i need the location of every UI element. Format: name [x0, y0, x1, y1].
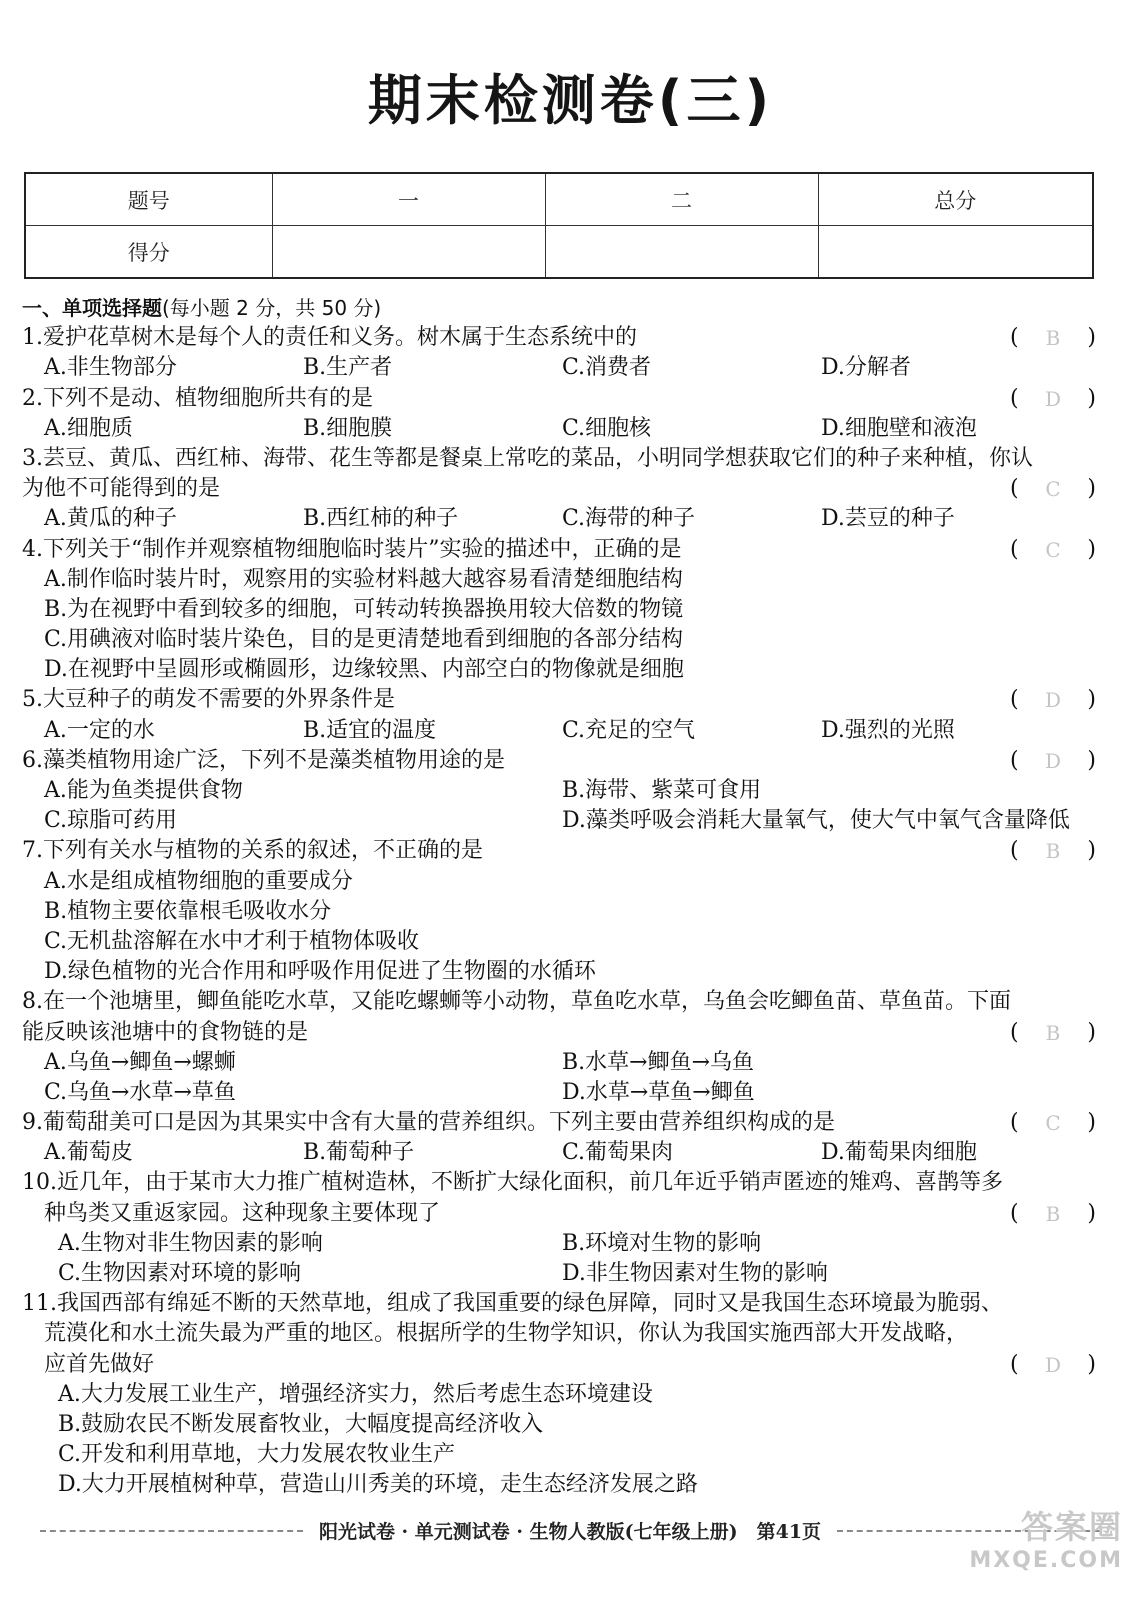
option: B.为在视野中看到较多的细胞，可转动转换器换用较大倍数的物镜 [44, 596, 684, 622]
footer-text: 阳光试卷 · 单元测试卷 · 生物人教版(七年级上册) 第41页 [318, 1521, 822, 1543]
page-footer [40, 1517, 1100, 1544]
answer-letter: D [1044, 688, 1062, 713]
score-cell [545, 226, 818, 279]
question-text: 种鸟类又重返家园。这种现象主要体现了 [44, 1200, 441, 1226]
answer-bracket [1010, 474, 1096, 504]
option: D.芸豆的种子 [821, 506, 955, 532]
option: D.分解者 [821, 355, 911, 381]
option: B.西红柿的种子 [303, 506, 459, 532]
option-row [22, 1048, 1100, 1078]
paren-close: ) [1087, 1351, 1096, 1377]
option-row [22, 716, 1100, 746]
answer-letter: D [1044, 1352, 1062, 1377]
answer-bracket [1010, 1108, 1096, 1138]
paren-open: ( [1010, 476, 1019, 502]
question-stem [22, 323, 1100, 353]
question-stem [22, 987, 1100, 1017]
watermark-logo [969, 1502, 1123, 1573]
option: B.适宜的温度 [303, 717, 437, 743]
answer-letter: B [1045, 1020, 1061, 1045]
paren-open: ( [1010, 1351, 1019, 1377]
paren-close: ) [1087, 325, 1096, 351]
score-table [24, 172, 1094, 279]
answer-letter: C [1045, 477, 1061, 502]
question-text: 2.下列不是动、植物细胞所共有的是 [22, 385, 373, 411]
answer-bracket [1010, 323, 1096, 353]
question-text: 6.藻类植物用途广泛，下列不是藻类植物用途的是 [22, 747, 505, 773]
question-text: 3.芸豆、黄瓜、西红柿、海带、花生等都是餐桌上常吃的菜品，小明同学想获取它们的种子来种植，你认 [22, 445, 1033, 471]
paren-open: ( [1010, 838, 1019, 864]
option: B.细胞膜 [303, 415, 393, 441]
option: A.制作临时装片时，观察用的实验材料越大越容易看清楚细胞结构 [44, 566, 683, 592]
question-stem-cont [22, 1199, 1100, 1229]
paren-close: ) [1087, 747, 1096, 773]
answer-bracket [1010, 1199, 1096, 1229]
question-stem [22, 836, 1100, 866]
option: A.大力发展工业生产，增强经济实力，然后考虑生态环境建设 [58, 1381, 653, 1407]
option: B.海带、紫菜可食用 [562, 778, 762, 803]
answer-bracket [1010, 836, 1096, 866]
question-stem [22, 685, 1100, 715]
option-row [22, 504, 1100, 534]
option-row [22, 1229, 1100, 1259]
option: C.充足的空气 [562, 717, 696, 743]
paren-close: ) [1087, 536, 1096, 562]
question-stem [22, 384, 1100, 414]
answer-letter: C [1045, 1111, 1061, 1136]
paren-close: ) [1087, 476, 1096, 502]
option-row [22, 806, 1100, 836]
question-text: 8.在一个池塘里，鲫鱼能吃水草，又能吃螺蛳等小动物，草鱼吃水草，乌鱼会吃鲫鱼苗、草鱼苗。下面 [22, 989, 1011, 1015]
option-row [22, 414, 1100, 444]
section-note: (每小题 2 分，共 50 分) [162, 296, 382, 320]
option: A.黄瓜的种子 [44, 506, 177, 532]
answer-bracket [1010, 1018, 1096, 1048]
question-stem-cont [22, 1319, 1100, 1349]
score-header-cell: 二 [545, 173, 818, 226]
question-stem [22, 444, 1100, 474]
score-header-cell: 总分 [818, 173, 1093, 226]
option: C.乌鱼→水草→草鱼 [44, 1079, 236, 1105]
paren-close: ) [1087, 687, 1096, 713]
paren-open: ( [1010, 1019, 1019, 1045]
option: D.水草→草鱼→鲫鱼 [562, 1079, 755, 1105]
section-title: 一、单项选择题 [22, 296, 162, 320]
question-stem [22, 746, 1100, 776]
paren-close: ) [1087, 1019, 1096, 1045]
score-table-header-row [25, 173, 1093, 226]
paren-close: ) [1087, 838, 1096, 864]
option: B.植物主要依靠根毛吸收水分 [44, 898, 332, 924]
question-text: 4.下列关于“制作并观察植物细胞临时装片”实验的描述中，正确的是 [22, 536, 682, 562]
question-stem-cont [22, 474, 1100, 504]
question-stem-cont [22, 1350, 1100, 1380]
option: A.乌鱼→鲫鱼→螺蛳 [44, 1049, 236, 1075]
option: B.生产者 [303, 355, 393, 381]
question-stem [22, 1108, 1100, 1138]
answer-bracket [1010, 535, 1096, 565]
paren-open: ( [1010, 385, 1019, 411]
question-text: 应首先做好 [44, 1351, 155, 1377]
question-stem [22, 1168, 1100, 1198]
option: A.生物对非生物因素的影响 [58, 1230, 323, 1256]
question-text: 9.葡萄甜美可口是因为其果实中含有大量的营养组织。下列主要由营养组织构成的是 [22, 1110, 835, 1136]
question-text: 11.我国西部有绵延不断的天然草地，组成了我国重要的绿色屏障，同时又是我国生态环境最为脆弱、 [22, 1291, 1003, 1317]
option: C.消费者 [562, 355, 652, 381]
answer-letter: D [1044, 386, 1062, 411]
option-row [22, 776, 1100, 806]
option: A.水是组成植物细胞的重要成分 [44, 868, 353, 894]
paren-close: ) [1087, 1200, 1096, 1226]
option-row [22, 353, 1100, 383]
score-row-label: 得分 [25, 226, 272, 279]
score-table-score-row [25, 226, 1093, 279]
answer-bracket [1010, 1350, 1096, 1380]
question-stem-cont [22, 1018, 1100, 1048]
answer-letter: B [1045, 839, 1061, 864]
question-text: 1.爱护花草树木是每个人的责任和义务。树木属于生态系统中的 [22, 325, 637, 351]
paren-close: ) [1087, 1110, 1096, 1136]
option: D.强烈的光照 [821, 717, 955, 743]
option: D.非生物因素对生物的影响 [562, 1261, 828, 1286]
answer-bracket [1010, 685, 1096, 715]
answer-bracket [1010, 746, 1096, 776]
option: A.葡萄皮 [44, 1140, 133, 1166]
section-heading [22, 293, 1100, 323]
option: D.葡萄果肉细胞 [821, 1140, 977, 1166]
option: C.细胞核 [562, 415, 652, 441]
option: C.葡萄果肉 [562, 1140, 674, 1166]
option: D.绿色植物的光合作用和呼吸作用促进了生物圈的水循环 [44, 959, 596, 985]
option: A.能为鱼类提供食物 [44, 778, 243, 803]
paren-open: ( [1010, 536, 1019, 562]
option: C.生物因素对环境的影响 [58, 1261, 302, 1286]
option: A.非生物部分 [44, 355, 177, 381]
watermark-text: 答案圈 [1020, 1508, 1123, 1546]
answer-bracket [1010, 384, 1096, 414]
option-row [22, 1259, 1100, 1289]
option: C.开发和利用草地，大力发展农牧业生产 [58, 1442, 456, 1468]
option: C.用碘液对临时装片染色，目的是更清楚地看到细胞的各部分结构 [44, 627, 684, 653]
footer-divider [40, 1530, 303, 1532]
option: D.大力开展植树种草，营造山川秀美的环境，走生态经济发展之路 [58, 1472, 698, 1498]
question-list [22, 293, 1100, 1501]
question-stem [22, 1289, 1100, 1319]
option: C.琼脂可药用 [44, 808, 178, 834]
question-text: 5.大豆种子的萌发不需要的外界条件是 [22, 687, 395, 713]
answer-letter: D [1044, 748, 1062, 773]
question-text: 7.下列有关水与植物的关系的叙述，不正确的是 [22, 838, 483, 864]
paren-open: ( [1010, 747, 1019, 773]
option: D.细胞壁和液泡 [821, 415, 977, 441]
score-cell [818, 226, 1093, 279]
paren-open: ( [1010, 325, 1019, 351]
question-stem [22, 535, 1100, 565]
watermark-url: MXQE.COM [969, 1548, 1123, 1573]
answer-letter: B [1045, 1201, 1061, 1226]
option: B.环境对生物的影响 [562, 1230, 762, 1256]
paren-open: ( [1010, 1200, 1019, 1226]
option-row [22, 1138, 1100, 1168]
page-title: 期末检测卷(三) [367, 69, 774, 132]
option: B.鼓励农民不断发展畜牧业，大幅度提高经济收入 [58, 1411, 544, 1437]
option-row [22, 1078, 1100, 1108]
option: B.葡萄种子 [303, 1140, 415, 1166]
answer-letter: B [1045, 326, 1061, 351]
question-text: 为他不可能得到的是 [22, 476, 221, 502]
option: D.在视野中呈圆形或椭圆形，边缘较黑、内部空白的物像就是细胞 [44, 657, 684, 683]
score-cell [272, 226, 545, 279]
question-text: 10.近几年，由于某市大力推广植树造林，不断扩大绿化面积，前几年近乎销声匿迹的雉鸡、喜鹊等多 [22, 1170, 1003, 1196]
option: C.无机盐溶解在水中才利于植物体吸收 [44, 928, 420, 954]
option: A.细胞质 [44, 415, 133, 441]
paren-close: ) [1087, 385, 1096, 411]
score-header-cell: 一 [272, 173, 545, 226]
option: C.海带的种子 [562, 506, 696, 532]
option: A.一定的水 [44, 717, 155, 743]
option: D.藻类呼吸会消耗大量氧气，使大气中氧气含量降低 [562, 808, 1070, 834]
question-text: 能反映该池塘中的食物链的是 [22, 1019, 309, 1045]
question-text: 荒漠化和水土流失最为严重的地区。根据所学的生物学知识，你认为我国实施西部大开发战略， [44, 1321, 969, 1347]
paren-open: ( [1010, 1110, 1019, 1136]
paren-open: ( [1010, 687, 1019, 713]
score-header-cell: 题号 [25, 173, 272, 226]
option: B.水草→鲫鱼→乌鱼 [562, 1049, 755, 1075]
answer-letter: C [1045, 537, 1061, 562]
